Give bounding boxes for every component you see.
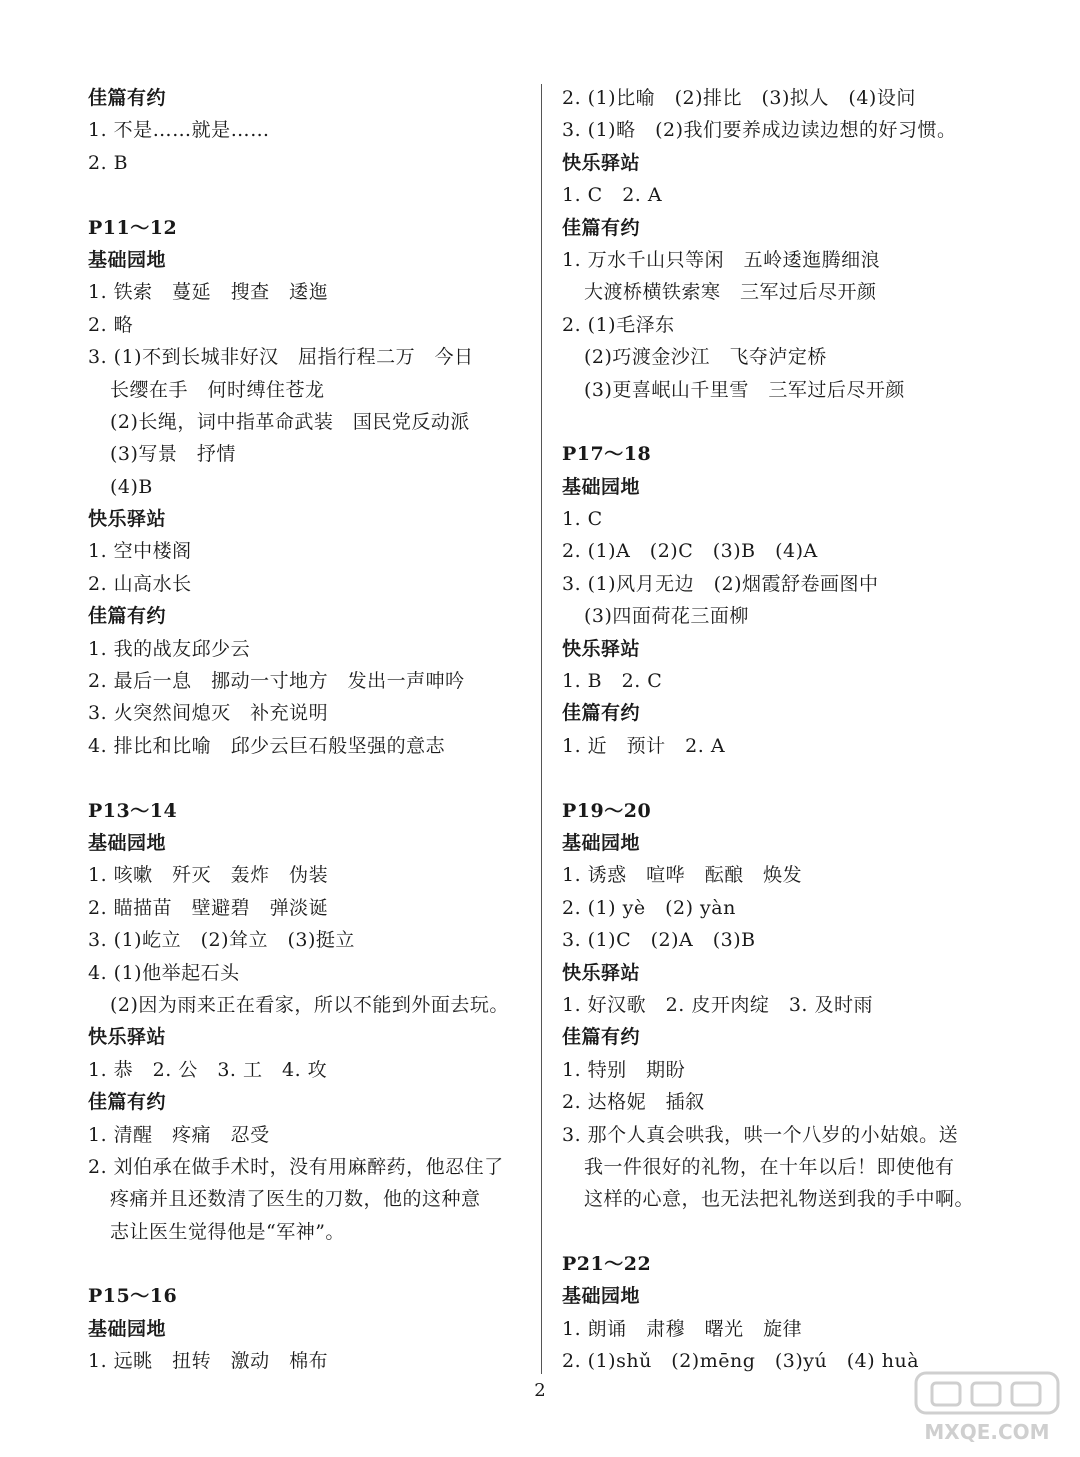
answer-line: (2)因为雨来正在看家，所以不能到外面去玩。 bbox=[110, 993, 509, 1016]
answer-line: (3)四面荷花三面柳 bbox=[584, 605, 749, 628]
answer-line: 1. C 2. A bbox=[562, 184, 663, 207]
page-range-heading: P19～20 bbox=[562, 799, 652, 822]
answer-line: 2. 略 bbox=[88, 313, 134, 336]
answer-line: 2. (1)毛泽东 bbox=[562, 313, 675, 336]
answer-line: (2)长绳，词中指革命武装 国民党反动派 bbox=[110, 410, 470, 433]
section-gap bbox=[562, 762, 1022, 794]
subsection-heading: 快乐驿站 bbox=[88, 508, 167, 531]
answer-line: 长缨在手 何时缚住苍龙 bbox=[110, 378, 325, 401]
page-range-heading: P17～18 bbox=[562, 443, 652, 466]
watermark-text: MXQE.COM bbox=[924, 1420, 1050, 1444]
answer-line: 2. 最后一息 挪动一寸地方 发出一声呻吟 bbox=[88, 670, 465, 693]
answer-line: (4)B bbox=[110, 475, 153, 498]
answer-line: 1. 远眺 扭转 激动 棉布 bbox=[88, 1350, 329, 1373]
answer-line: 1. B 2. C bbox=[562, 670, 663, 693]
answer-line: 3. (1)不到长城非好汉 屈指行程二万 今日 bbox=[88, 346, 474, 369]
answer-line: 3. (1)屹立 (2)耸立 (3)挺立 bbox=[88, 929, 355, 952]
page-range-heading: P15～16 bbox=[88, 1285, 178, 1308]
answer-line: 大渡桥横铁索寒 三军过后尽开颜 bbox=[584, 281, 877, 304]
answer-line: 1. 清醒 疼痛 忍受 bbox=[88, 1123, 270, 1146]
subsection-heading: 佳篇有约 bbox=[88, 1091, 167, 1114]
answer-line: 2. 刘伯承在做手术时，没有用麻醉药，他忍住了 bbox=[88, 1155, 504, 1178]
watermark-logo bbox=[912, 1369, 1062, 1447]
answer-line: 志让医生觉得他是“军神”。 bbox=[110, 1220, 345, 1243]
subsection-heading: 佳篇有约 bbox=[562, 216, 641, 239]
answer-line: 2. 瞄描苗 壁避碧 弹淡诞 bbox=[88, 896, 329, 919]
subsection-heading: 基础园地 bbox=[562, 831, 641, 854]
answer-line: 1. 不是……就是…… bbox=[88, 119, 270, 142]
page-range-heading: P11～12 bbox=[88, 216, 178, 239]
answer-line: 1. 恭 2. 公 3. 工 4. 攻 bbox=[88, 1058, 328, 1081]
subsection-heading: 基础园地 bbox=[562, 475, 641, 498]
page-range-heading: P13～14 bbox=[88, 799, 178, 822]
answer-line: 1. 好汉歌 2. 皮开肉绽 3. 及时雨 bbox=[562, 993, 874, 1016]
subsection-heading: 基础园地 bbox=[88, 831, 167, 854]
section-gap bbox=[88, 762, 528, 794]
subsection-heading: 快乐驿站 bbox=[88, 1026, 167, 1049]
section-gap bbox=[562, 1216, 1022, 1248]
answer-line: (3)写景 抒情 bbox=[110, 443, 236, 466]
section-gap bbox=[562, 406, 1022, 438]
answer-line: 1. 万水千山只等闲 五岭逶迤腾细浪 bbox=[562, 248, 881, 271]
answer-line: 1. 我的战友邱少云 bbox=[88, 637, 251, 660]
subsection-heading: 快乐驿站 bbox=[562, 637, 641, 660]
answer-line: 2. (1)A (2)C (3)B (4)A bbox=[562, 540, 818, 563]
answer-line: 1. 咳嗽 歼灭 轰炸 伪装 bbox=[88, 864, 329, 887]
subsection-heading: 佳篇有约 bbox=[88, 87, 167, 109]
answer-line: 3. 火突然间熄灭 补充说明 bbox=[88, 702, 329, 725]
page-range-heading: P21～22 bbox=[562, 1253, 652, 1276]
answer-line: 2. (1) yè (2) yàn bbox=[562, 896, 736, 919]
answer-line: 2. B bbox=[88, 151, 129, 174]
subsection-heading: 佳篇有约 bbox=[562, 702, 641, 725]
subsection-heading: 快乐驿站 bbox=[562, 151, 641, 174]
subsection-heading: 佳篇有约 bbox=[88, 605, 167, 628]
answer-line: 4. (1)他举起石头 bbox=[88, 961, 240, 984]
subsection-heading: 基础园地 bbox=[88, 248, 167, 271]
answer-line: 1. 空中楼阁 bbox=[88, 540, 192, 563]
answer-line: 疼痛并且还数清了医生的刀数，他的这种意 bbox=[110, 1188, 481, 1211]
answer-line: 1. 诱惑 喧哗 酝酿 焕发 bbox=[562, 864, 803, 887]
answer-line: 3. (1)风月无边 (2)烟霞舒卷画图中 bbox=[562, 572, 879, 595]
answer-line: (2)巧渡金沙江 飞夺泸定桥 bbox=[584, 346, 827, 369]
answer-line: 3. (1)C (2)A (3)B bbox=[562, 929, 756, 952]
answer-line: 这样的心意，也无法把礼物送到我的手中啊。 bbox=[584, 1188, 975, 1211]
answer-line: 1. 特别 期盼 bbox=[562, 1058, 686, 1081]
answer-line: 3. 那个人真会哄我，哄一个八岁的小姑娘。送 bbox=[562, 1123, 959, 1146]
answer-line: 2. 山高水长 bbox=[88, 572, 192, 595]
answer-line: 2. 达格妮 插叙 bbox=[562, 1091, 705, 1114]
answer-line: 1. C bbox=[562, 508, 603, 531]
column-divider bbox=[541, 84, 542, 1374]
section-gap bbox=[88, 1248, 528, 1280]
answer-line: 我一件很好的礼物，在十年以后！即使他有 bbox=[584, 1155, 955, 1178]
answer-line: 2. (1)比喻 (2)排比 (3)拟人 (4)设问 bbox=[562, 87, 916, 109]
subsection-heading: 基础园地 bbox=[88, 1317, 167, 1340]
answer-line: 1. 朗诵 肃穆 曙光 旋律 bbox=[562, 1317, 803, 1340]
answer-line: 1. 铁索 蔓延 搜查 逶迤 bbox=[88, 281, 329, 304]
answer-line: 3. (1)略 (2)我们要养成边读边想的好习惯。 bbox=[562, 119, 957, 142]
left-column bbox=[88, 82, 528, 1378]
answer-line: (3)更喜岷山千里雪 三军过后尽开颜 bbox=[584, 378, 905, 401]
answer-line: 2. (1)shǔ (2)mēng (3)yú (4) huà bbox=[562, 1350, 920, 1373]
answer-line: 4. 排比和比喻 邱少云巨石般坚强的意志 bbox=[88, 734, 446, 757]
section-gap bbox=[88, 179, 528, 211]
answer-line: 1. 近 预计 2. A bbox=[562, 734, 726, 757]
page-number: 2 bbox=[534, 1380, 546, 1401]
right-column bbox=[562, 82, 1022, 1378]
subsection-heading: 佳篇有约 bbox=[562, 1026, 641, 1049]
subsection-heading: 基础园地 bbox=[562, 1285, 641, 1308]
subsection-heading: 快乐驿站 bbox=[562, 961, 641, 984]
